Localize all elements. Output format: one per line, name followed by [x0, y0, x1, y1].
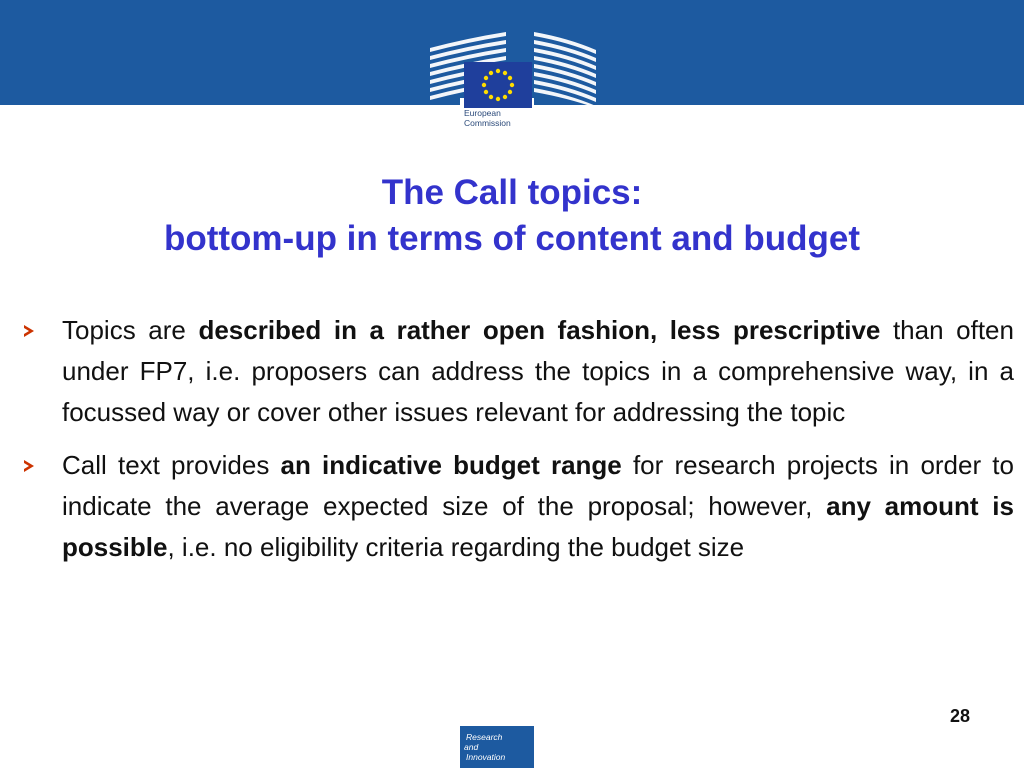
- european-commission-logo-icon: [428, 28, 598, 143]
- research-innovation-badge: [460, 726, 534, 768]
- logo-text-line2: Commission: [464, 118, 511, 128]
- badge-line2: and: [464, 742, 479, 752]
- slide-title: [0, 170, 1024, 262]
- bullet-text: , i.e. no eligibility criteria regarding the budget size: [167, 532, 745, 562]
- logo-text-line1: European: [464, 108, 501, 118]
- logo-text: [464, 108, 534, 128]
- page-number: 28: [949, 706, 970, 726]
- bullet-text: for research projects in order to indicate the average expected size of the proposal; however,: [62, 450, 1014, 521]
- bullet-bold-text: any amount is possible: [62, 491, 1014, 562]
- bullet-item: [22, 445, 1014, 568]
- bullet-arrow-icon: [24, 460, 34, 472]
- bullet-text: Call text provides: [62, 450, 281, 480]
- badge-line3: Innovation: [466, 752, 506, 762]
- bullet-text: than often under FP7, i.e. proposers can address the topics in a comprehensive way, in a focussed way or cover other issues relevant for addressing the topic: [62, 315, 1014, 427]
- bullet-list: [22, 310, 1014, 580]
- badge-line1: Research: [466, 732, 503, 742]
- bullet-bold-text: described in a rather open fashion, less prescriptive: [198, 315, 881, 345]
- slide-title-line1: The Call topics:: [381, 173, 643, 212]
- slide-title-line2: bottom-up in terms of content and budget: [163, 219, 861, 258]
- bullet-text: Topics are: [62, 315, 199, 345]
- bullet-item: [22, 310, 1014, 433]
- bullet-arrow-icon: [24, 325, 34, 337]
- bullet-bold-text: an indicative budget range: [280, 450, 622, 480]
- eu-flag-icon: [464, 62, 532, 108]
